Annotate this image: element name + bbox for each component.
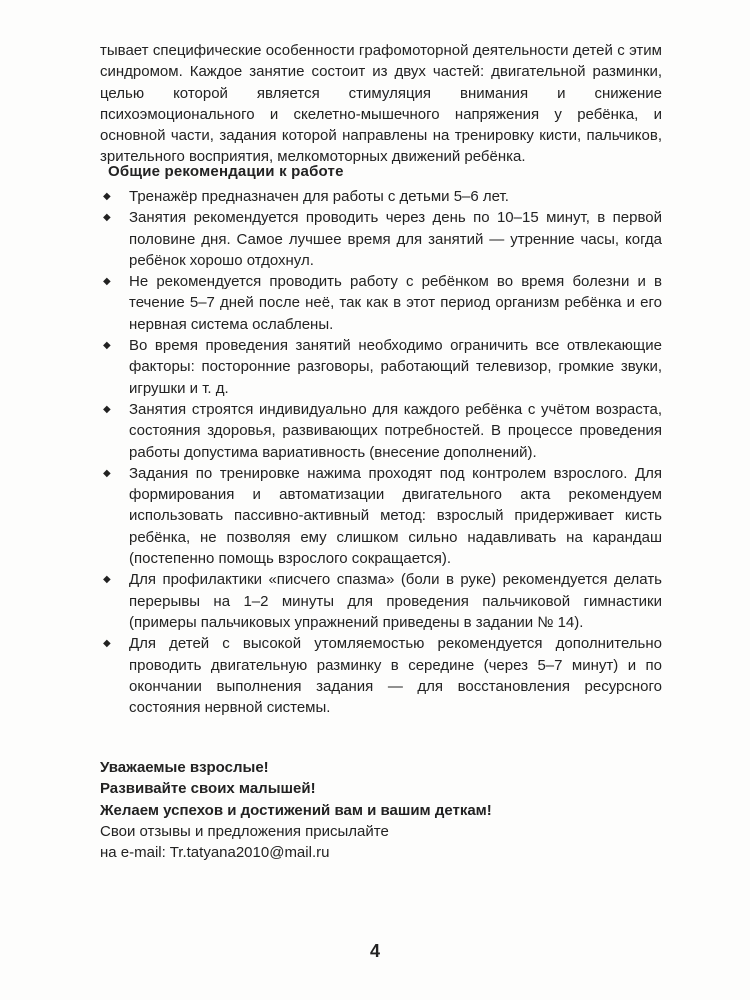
list-item-text: Для профилактики «писчего спазма» (боли в руке) рекомендуется делать перерывы на 1–2 минуты для проведения пальчиковой гимнастики (примеры пальчиковых упражнений приведены в задании № 14). [129, 571, 662, 631]
email-line: на e-mail: Tr.tatyana2010@mail.ru [100, 844, 330, 862]
closing-block [100, 757, 662, 863]
list-item-text: Во время проведения занятий необходимо ограничить все отвлекающие факторы: посторонние разговоры, работающий телевизор, громкие звуки, игрушки и т. д. [129, 337, 662, 397]
list-item [100, 207, 662, 271]
wishes-line: Желаем успехов и достижений вам и вашим деткам! [100, 801, 492, 819]
diamond-bullet-icon: ◆ [103, 276, 111, 288]
list-item [100, 633, 662, 718]
diamond-bullet-icon: ◆ [103, 212, 111, 224]
page-number: 4 [369, 941, 380, 961]
greeting-line: Уважаемые взрослые! [100, 759, 269, 776]
list-item [100, 569, 662, 633]
list-item-text: Занятия рекомендуется проводить через день по 10–15 минут, в первой половине дня. Самое лучшее время для занятий — утренние часы, когда ребёнок хорошо отдохнул. [129, 209, 662, 269]
intro-paragraph [100, 40, 662, 168]
list-item [100, 399, 662, 463]
list-item-text: Тренажёр предназначен для работы с детьми 5–6 лет. [129, 188, 509, 205]
diamond-bullet-icon: ◆ [103, 467, 111, 479]
list-item-text: Задания по тренировке нажима проходят под контролем взрослого. Для формирования и автоматизации двигательного акта рекомендуем использовать пассивно-активный метод: взрослый придерживает кисть ребёнка, не позволяя ему слишком сильно надавливать на карандаш (постепенно помощь взрослого сокращается). [129, 464, 662, 568]
encouragement-line: Развивайте своих малышей! [100, 780, 316, 798]
list-item [100, 463, 662, 569]
recommendations-list [100, 186, 662, 718]
diamond-bullet-icon: ◆ [103, 340, 111, 352]
list-item [100, 335, 662, 399]
diamond-bullet-icon: ◆ [103, 574, 111, 586]
list-item [100, 186, 662, 207]
diamond-bullet-icon: ◆ [103, 638, 111, 650]
intro-text: тывает специфические особенности графомоторной деятельности детей с этим синдромом. Каждое занятие состоит из двух частей: двигательной разминки, целью которой является стимуляция внимания и снижение психоэмоционального и скелетно-мышечного напряжения у ребёнка, и основной части, задания которой направлены на тренировку кисти, пальчиков, зрительного восприятия, мелкомоторных движений ребёнка. [100, 42, 662, 166]
list-item-text: Для детей с высокой утомляемостью рекомендуется дополнительно проводить двигательную разминку в середине (через 5–7 минут) и по окончании выполнения задания — для восстановления ресурсного состояния нервной системы. [129, 635, 662, 717]
list-item-text: Занятия строятся индивидуально для каждого ребёнка с учётом возраста, состояния здоровья, развивающих потребностей. В процессе проведения работы допустима вариативность (внесение дополнений). [129, 400, 662, 461]
list-item-text: Не рекомендуется проводить работу с ребёнком во время болезни и в течение 5–7 дней после неё, так как в этот период организм ребёнка и его нервная система ослаблены. [129, 273, 662, 333]
section-title: Общие рекомендации к работе [108, 163, 344, 180]
feedback-line: Свои отзывы и предложения присылайте [100, 822, 389, 840]
diamond-bullet-icon: ◆ [103, 191, 111, 202]
diamond-bullet-icon: ◆ [103, 403, 111, 415]
list-item [100, 271, 662, 335]
